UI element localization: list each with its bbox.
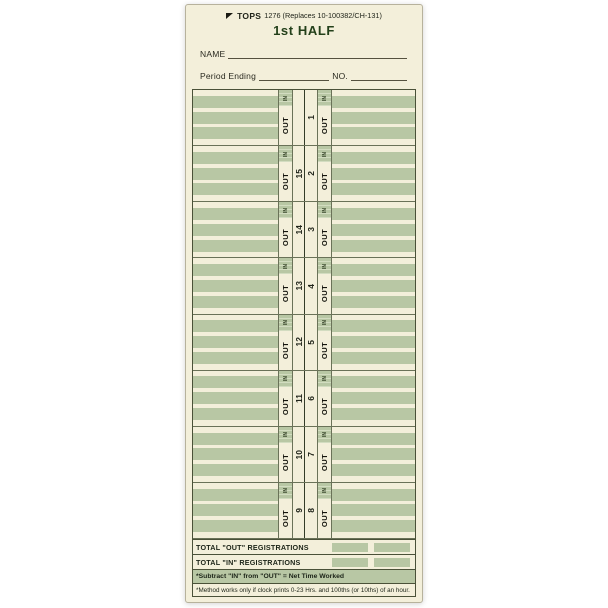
punch-stripe <box>332 504 415 516</box>
punch-cells-left <box>193 146 278 201</box>
out-in-column-left <box>278 315 293 370</box>
out-label: OUT <box>320 453 329 471</box>
method-note-row <box>193 583 415 596</box>
punch-cells-right <box>332 258 415 313</box>
out-label: OUT <box>320 229 329 247</box>
in-marker <box>279 146 292 162</box>
out-label: OUT <box>320 509 329 528</box>
out-in-column-left <box>278 258 293 313</box>
in-marker <box>279 427 292 443</box>
out-in-column-left <box>278 483 293 538</box>
punch-cells-right <box>332 202 415 257</box>
day-row <box>193 427 415 483</box>
in-marker <box>318 146 331 162</box>
out-label: OUT <box>281 285 290 303</box>
punch-stripe <box>332 168 415 180</box>
period-ending-line <box>259 71 329 81</box>
punch-stripe <box>332 264 415 276</box>
punch-stripe <box>193 127 278 139</box>
day-number-left: 14 <box>293 202 305 257</box>
day-number-left: 12 <box>293 315 305 370</box>
no-label: NO. <box>332 71 348 81</box>
in-label: IN <box>282 432 289 438</box>
out-in-column-right <box>317 90 332 145</box>
day-number-left: 11 <box>293 371 305 426</box>
day-row <box>193 90 415 146</box>
in-marker <box>279 315 292 331</box>
day-number-right: 2 <box>306 171 316 177</box>
in-label: IN <box>282 263 289 269</box>
punch-stripe <box>332 208 415 220</box>
punch-cells-right <box>332 427 415 482</box>
punch-stripe <box>193 168 278 180</box>
form-number-line: 1276 (Replaces 10-100382/CH-131) <box>264 11 382 20</box>
in-marker <box>279 90 292 106</box>
punch-stripe <box>193 433 278 445</box>
day-number-right: 8 <box>306 508 316 513</box>
out-in-column-right <box>317 146 332 201</box>
total-in-punch-area <box>332 558 410 567</box>
day-number-right: 1 <box>306 115 316 120</box>
name-row <box>200 46 410 59</box>
card-header <box>192 11 416 21</box>
out-in-column-right <box>317 371 332 426</box>
in-marker <box>318 90 331 106</box>
in-label: IN <box>282 376 289 382</box>
punch-stripe <box>332 224 415 236</box>
punch-cells-right <box>332 315 415 370</box>
punch-stripe <box>193 280 278 292</box>
name-line <box>228 49 407 59</box>
time-card <box>185 4 423 603</box>
in-label: IN <box>282 207 289 213</box>
in-marker <box>279 483 292 499</box>
out-label: OUT <box>320 341 329 359</box>
day-row <box>193 258 415 314</box>
punch-cells-right <box>332 146 415 201</box>
day-row <box>193 371 415 427</box>
punch-stripe <box>332 112 415 124</box>
in-label: IN <box>321 263 328 269</box>
punch-cells-left <box>193 258 278 313</box>
in-label: IN <box>282 488 289 494</box>
punch-stripe <box>332 152 415 164</box>
total-out-punch-area <box>332 543 410 552</box>
day-number-right: 5 <box>306 339 316 345</box>
subtract-note-row <box>193 569 415 583</box>
punch-stripe <box>193 112 278 124</box>
day-number-left: 13 <box>293 258 305 313</box>
day-row <box>193 483 415 539</box>
punch-stripe <box>332 240 415 252</box>
punch-stripe <box>332 376 415 388</box>
punch-cells-left <box>193 90 278 145</box>
in-label: IN <box>321 320 328 325</box>
day-row <box>193 315 415 371</box>
punch-stripe <box>332 296 415 308</box>
punch-stripe <box>332 352 415 364</box>
in-label: IN <box>282 95 289 101</box>
punch-stripe <box>332 543 368 552</box>
out-in-column-left <box>278 427 293 482</box>
day-number-right: 7 <box>306 451 316 457</box>
punch-cells-left <box>193 483 278 538</box>
punch-stripe <box>193 320 278 332</box>
total-in-label: TOTAL "IN" REGISTRATIONS <box>196 557 301 567</box>
punch-stripe <box>332 320 415 332</box>
brand-name: TOPS <box>237 11 262 21</box>
punch-stripe <box>332 520 415 532</box>
punch-cells-right <box>332 483 415 538</box>
punch-cells-left <box>193 315 278 370</box>
punch-stripe <box>332 96 415 108</box>
tops-logo-icon <box>226 13 233 19</box>
out-in-column-left <box>278 371 293 426</box>
name-label: NAME <box>200 49 226 59</box>
day-number-left: 15 <box>293 146 305 201</box>
out-in-column-right <box>317 202 332 257</box>
out-in-column-left <box>278 146 293 201</box>
punch-stripe <box>193 504 278 516</box>
day-row <box>193 146 415 202</box>
period-row <box>200 68 410 81</box>
out-label: OUT <box>281 341 290 359</box>
punch-stripe <box>332 183 415 195</box>
day-number-left: 10 <box>293 427 305 482</box>
punch-stripe <box>332 127 415 139</box>
punch-stripe <box>332 392 415 404</box>
punch-stripe <box>332 408 415 420</box>
in-label: IN <box>321 151 328 157</box>
out-label: OUT <box>281 173 290 191</box>
period-ending-label: Period Ending <box>200 71 256 81</box>
punch-stripe <box>332 448 415 460</box>
out-label: OUT <box>320 285 329 303</box>
total-in-row <box>193 554 415 569</box>
out-label: OUT <box>320 116 329 135</box>
punch-stripe <box>193 392 278 404</box>
punch-grid <box>193 90 415 539</box>
punch-stripe <box>193 352 278 364</box>
card-title: 1st HALF <box>273 23 335 38</box>
out-in-column-left <box>278 202 293 257</box>
out-label: OUT <box>281 509 290 528</box>
in-marker <box>318 427 331 443</box>
in-label: IN <box>321 207 328 213</box>
punch-stripe <box>193 296 278 308</box>
punch-stripe <box>193 464 278 476</box>
punch-stripe <box>193 336 278 348</box>
punch-stripe <box>193 264 278 276</box>
punch-stripe <box>332 336 415 348</box>
in-marker <box>279 202 292 218</box>
out-in-column-right <box>317 258 332 313</box>
punch-cells-left <box>193 371 278 426</box>
in-marker <box>318 202 331 218</box>
punch-stripe <box>332 558 368 567</box>
in-label: IN <box>282 151 289 157</box>
in-marker <box>279 371 292 387</box>
in-marker <box>318 483 331 499</box>
punch-stripe <box>374 543 410 552</box>
day-number-right: 6 <box>306 395 316 401</box>
day-number-right: 3 <box>306 227 316 233</box>
punch-stripe <box>193 520 278 532</box>
in-marker <box>318 315 331 331</box>
punch-cells-right <box>332 371 415 426</box>
in-marker <box>318 258 331 274</box>
total-out-label: TOTAL "OUT" REGISTRATIONS <box>196 542 309 552</box>
no-line <box>351 71 407 81</box>
out-label: OUT <box>281 453 290 471</box>
subtract-note: *Subtract "IN" from "OUT" = Net Time Worked <box>196 573 345 580</box>
day-number-left: 9 <box>293 483 305 538</box>
punch-stripe <box>193 224 278 236</box>
punch-stripe <box>193 152 278 164</box>
day-row <box>193 202 415 258</box>
punch-stripe <box>332 489 415 501</box>
punch-cells-left <box>193 427 278 482</box>
in-label: IN <box>321 432 328 438</box>
out-in-column-right <box>317 315 332 370</box>
punch-stripe <box>193 96 278 108</box>
punch-stripe <box>193 183 278 195</box>
out-in-column-right <box>317 483 332 538</box>
in-marker <box>318 371 331 387</box>
punch-stripe <box>193 448 278 460</box>
total-out-row <box>193 539 415 554</box>
out-in-column-left <box>278 90 293 145</box>
punch-stripe <box>193 208 278 220</box>
in-label: IN <box>321 488 328 494</box>
out-in-column-right <box>317 427 332 482</box>
punch-stripe <box>193 489 278 501</box>
in-marker <box>279 258 292 274</box>
method-note: *Method works only if clock prints 0-23 Hrs. and 100ths (or 10ths) of an hour. <box>196 586 410 594</box>
punch-stripe <box>193 376 278 388</box>
punch-stripe <box>193 408 278 420</box>
out-label: OUT <box>281 397 290 415</box>
punch-cells-right <box>332 90 415 145</box>
out-label: OUT <box>281 229 290 247</box>
punch-stripe <box>374 558 410 567</box>
punch-stripe <box>332 433 415 445</box>
punch-cells-left <box>193 202 278 257</box>
punch-stripe <box>332 464 415 476</box>
form-body <box>192 89 416 597</box>
punch-stripe <box>332 280 415 292</box>
out-label: OUT <box>281 116 290 135</box>
in-label: IN <box>282 320 289 325</box>
day-number-left <box>293 90 305 145</box>
in-label: IN <box>321 376 328 382</box>
out-label: OUT <box>320 173 329 191</box>
out-label: OUT <box>320 397 329 415</box>
punch-stripe <box>193 240 278 252</box>
in-label: IN <box>321 95 328 101</box>
day-number-right: 4 <box>306 283 316 289</box>
